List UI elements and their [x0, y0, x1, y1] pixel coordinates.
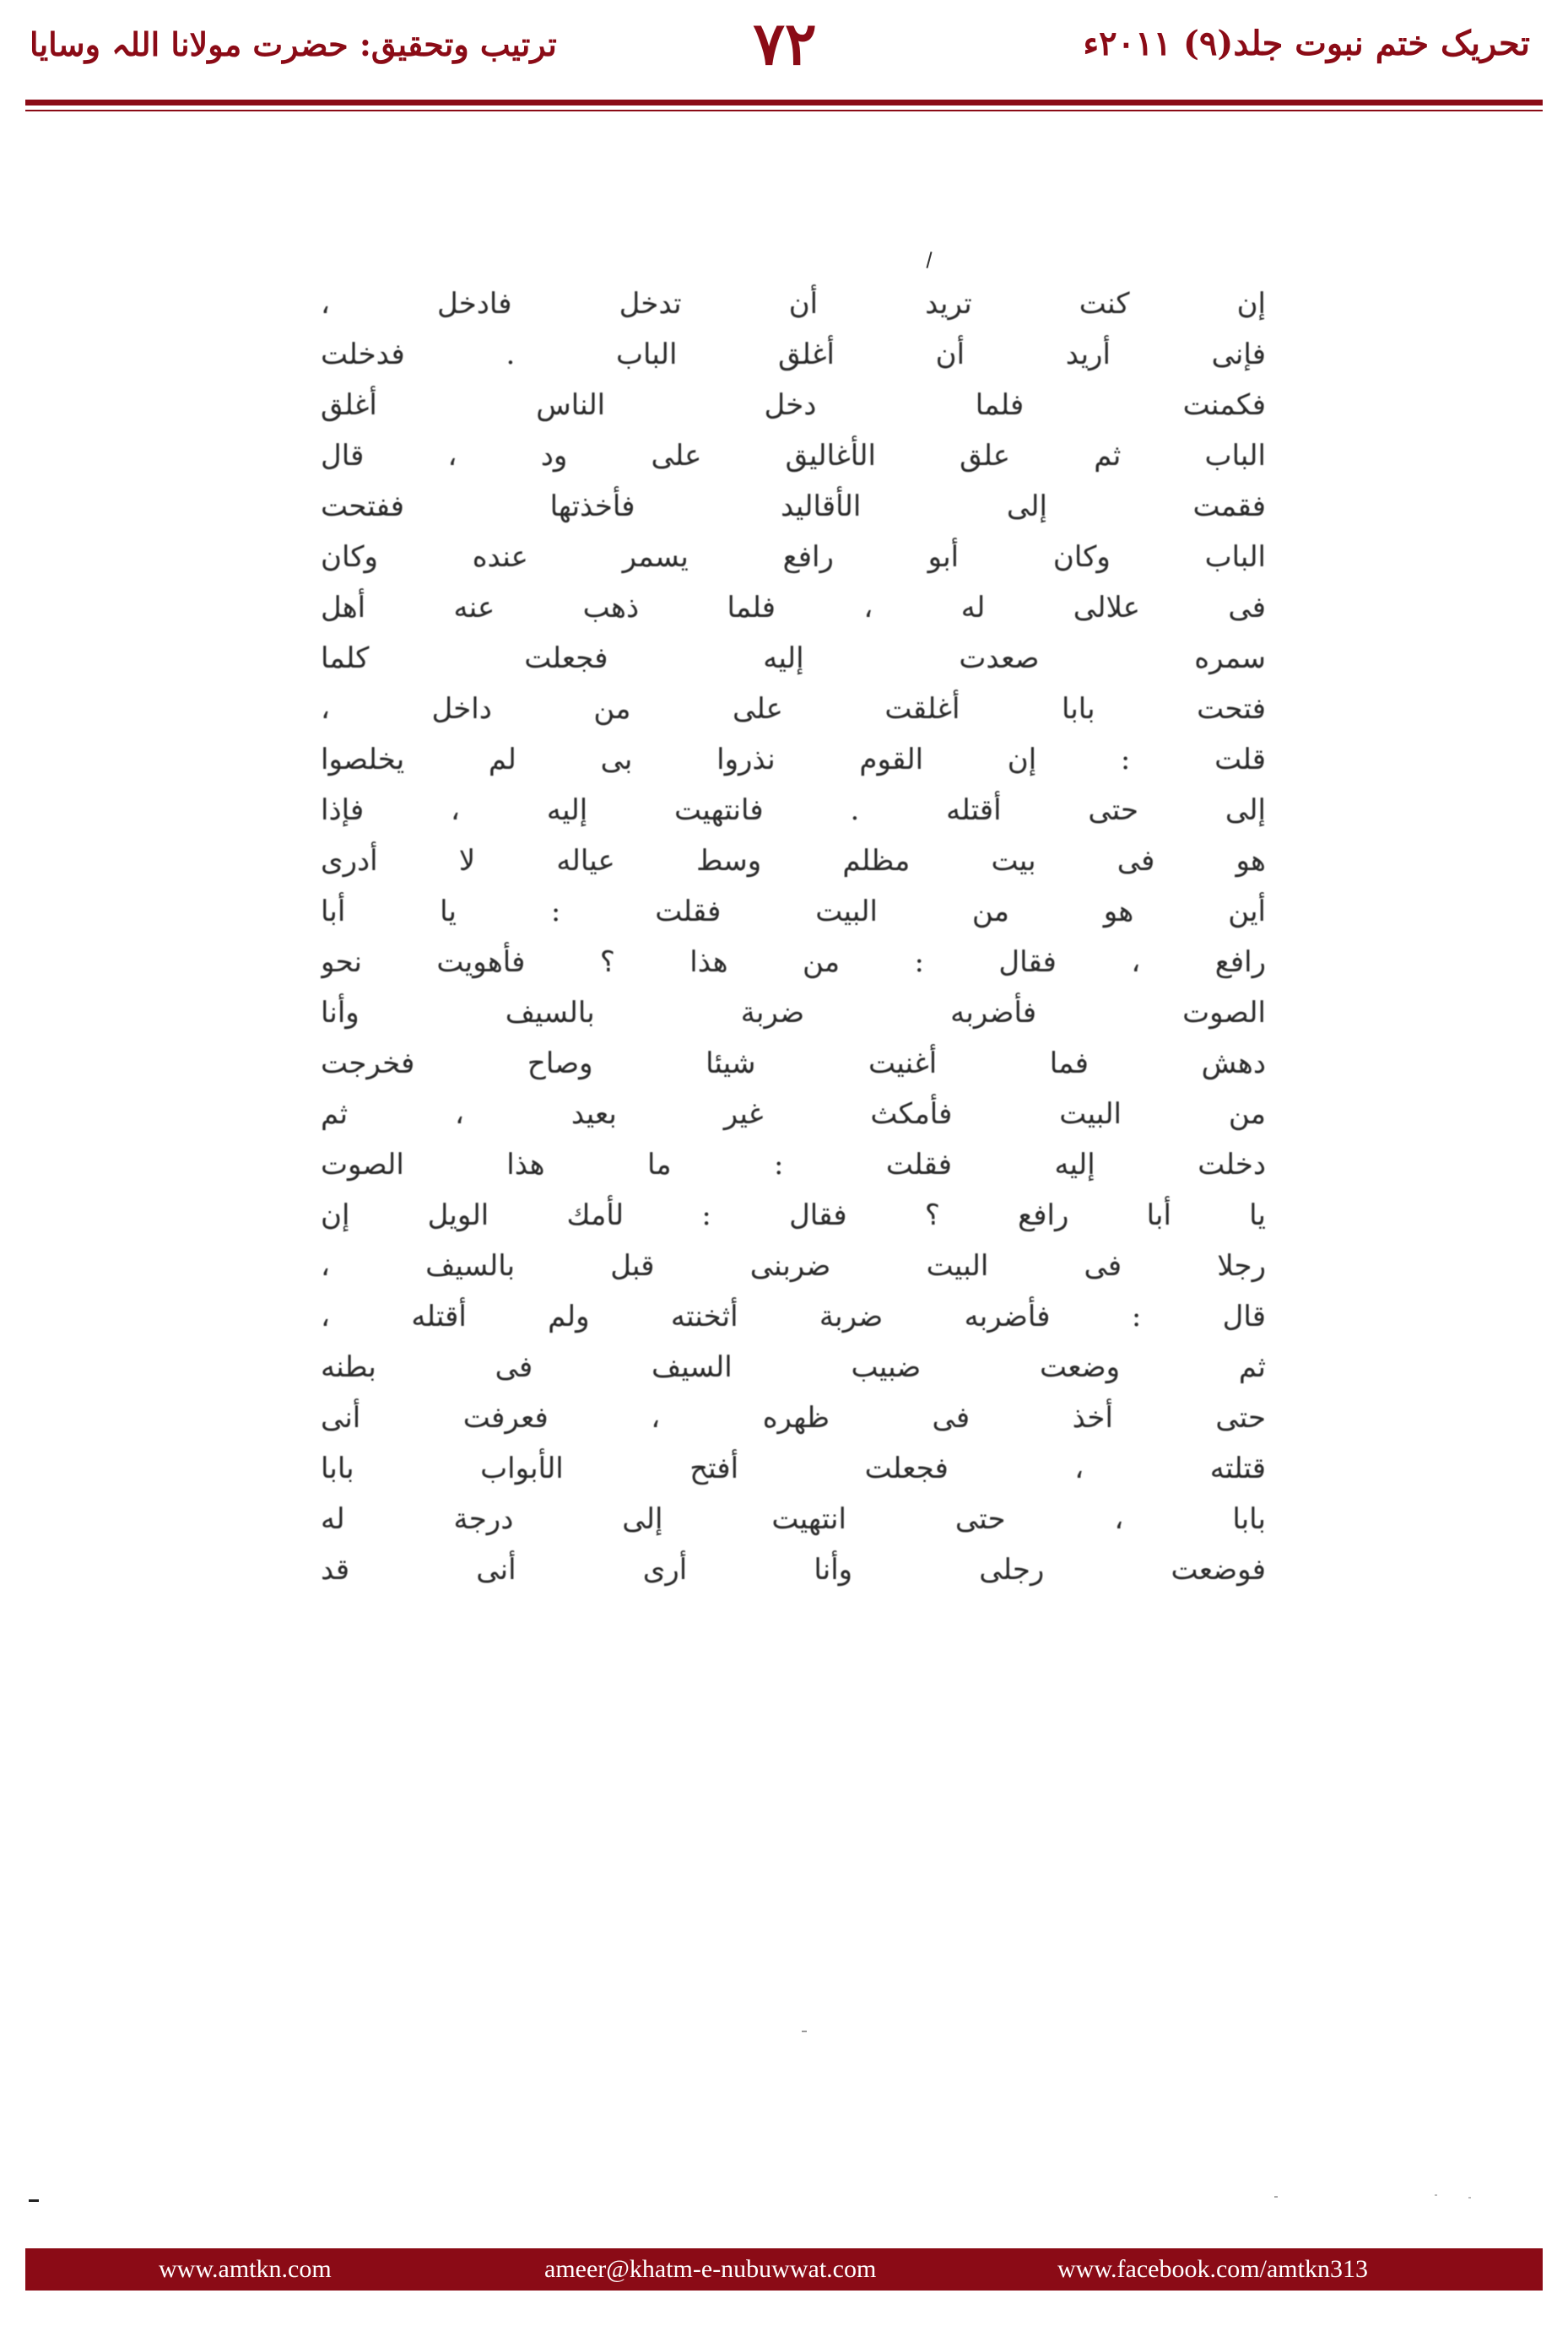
page-number: ۷۲ — [753, 8, 817, 78]
scan-artifact — [802, 2031, 807, 2032]
header-rule-thin — [25, 110, 1543, 111]
text-line: دخلت إليه فقلت : ما هذا الصوت — [321, 1148, 1266, 1182]
scan-artifact — [29, 2199, 39, 2202]
text-line: الباب ثم علق الأغاليق على ود ، قال — [321, 439, 1266, 473]
text-line: رجلا فى البيت ضربنى قبل بالسيف ، — [321, 1249, 1266, 1283]
text-line: فوضعت رجلى وأنا أرى أنى قد — [321, 1553, 1266, 1587]
compiler-credit: ترتیب وتحقیق: حضرت مولانا اللہ وسایا — [30, 25, 557, 63]
text-line: إلى حتى أقتله . فانتهيت إليه ، فإذا — [321, 793, 1266, 827]
text-line: الصوت فأضربه ضربة بالسيف وأنا — [321, 996, 1266, 1030]
scan-artifact — [1274, 2196, 1278, 2198]
text-line: فكمنت فلما دخل الناس أغلق — [321, 388, 1266, 422]
scanned-text-block — [321, 279, 1266, 1595]
facebook-link[interactable]: www.facebook.com/amtkn313 — [1057, 2255, 1368, 2283]
text-line: بابا ، حتى انتهيت إلى درجة له — [321, 1502, 1266, 1536]
text-line: قلت : إن القوم نذروا بى لم يخلصوا — [321, 743, 1266, 776]
text-line: هو فى بيت مظلم وسط عياله لا أدرى — [321, 844, 1266, 878]
text-line: إن كنت تريد أن تدخل فادخل ، — [321, 287, 1266, 321]
text-line: حتى أخذ فى ظهره ، فعرفت أنى — [321, 1401, 1266, 1435]
book-title: تحریک ختم نبوت جلد(۹) ۲۰۱۱ء — [1083, 24, 1530, 63]
footer-bar — [25, 2248, 1543, 2291]
text-line: قال : فأضربه ضربة أثخنته ولم أقتله ، — [321, 1300, 1266, 1333]
text-line: من البيت فأمكث غير بعيد ، ثم — [321, 1097, 1266, 1131]
text-line: فتحت بابا أغلقت على من داخل ، — [321, 692, 1266, 726]
text-line: فى علالى له ، فلما ذهب عنه أهل — [321, 591, 1266, 625]
header-rule-thick — [25, 100, 1543, 105]
text-line: فإنى أريد أن أغلق الباب . فدخلت — [321, 338, 1266, 371]
website-link[interactable]: www.amtkn.com — [159, 2255, 332, 2283]
text-line: قتلته ، فجعلت أفتح الأبواب بابا — [321, 1452, 1266, 1485]
text-line: أين هو من البيت فقلت : يا أبا — [321, 895, 1266, 928]
text-line: الباب وكان أبو رافع يسمر عنده وكان — [321, 540, 1266, 574]
scan-artifact — [1435, 2194, 1437, 2196]
text-line: دهش فما أغنيت شيئا وصاح فخرجت — [321, 1047, 1266, 1080]
text-line: فقمت إلى الأقاليد فأخذتها ففتحت — [321, 489, 1266, 523]
page-header — [0, 0, 1568, 101]
scan-artifact — [1468, 2197, 1471, 2199]
text-line: ثم وضعت ضبيب السيف فى بطنه — [321, 1350, 1266, 1384]
email-link[interactable]: ameer@khatm-e-nubuwwat.com — [544, 2255, 877, 2283]
text-line: رافع ، فقال : من هذا ؟ فأهويت نحو — [321, 945, 1266, 979]
text-line: سمره صعدت إليه فجعلت كلما — [321, 641, 1266, 675]
text-line: يا أبا رافع ؟ فقال : لأمك الويل إن — [321, 1198, 1266, 1232]
scan-mark — [926, 252, 932, 268]
